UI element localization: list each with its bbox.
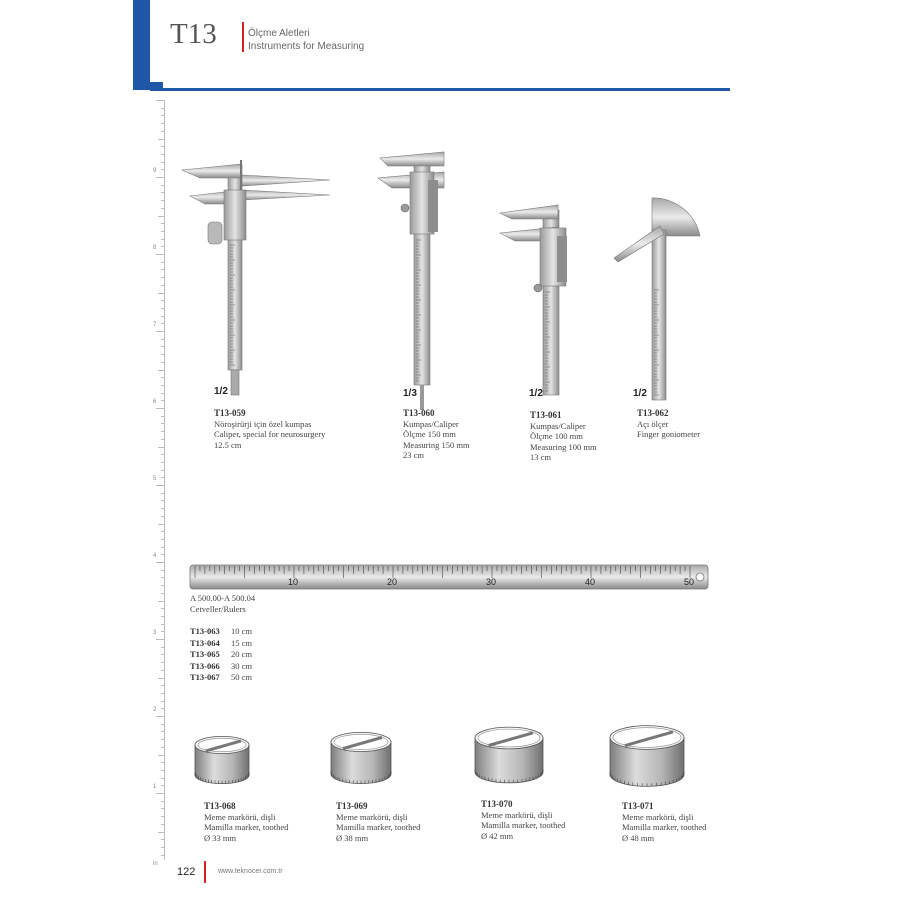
list-item bbox=[190, 649, 252, 661]
ruler-label: 8 bbox=[153, 245, 157, 251]
section-title-tr: Ölçme Aletleri bbox=[248, 28, 310, 39]
footer-url: www.teknocer.com.tr bbox=[218, 868, 283, 875]
mamilla-marker-ring bbox=[195, 736, 249, 783]
product-code: T13-070 bbox=[481, 799, 513, 809]
ruler-label: 4 bbox=[153, 553, 157, 559]
scale-mark: 1/2 bbox=[214, 386, 228, 397]
product-size: 50 cm bbox=[231, 672, 253, 682]
product-code: T13-065 bbox=[190, 649, 220, 659]
product-desc: Meme markörü, dişli bbox=[481, 809, 553, 820]
ruler-number: 30 bbox=[486, 577, 497, 587]
product-size: Ø 33 mm bbox=[204, 832, 237, 843]
list-item bbox=[190, 626, 252, 638]
product-desc: 12.5 cm bbox=[214, 439, 242, 450]
product-desc: Mamilla marker, toothed bbox=[481, 820, 566, 830]
product-caption-t13-060 bbox=[403, 408, 470, 461]
product-desc: Kumpas/Caliper bbox=[403, 418, 459, 429]
product-code: T13-069 bbox=[336, 801, 368, 811]
product-desc: 13 cm bbox=[530, 452, 552, 462]
ruler-label: 9 bbox=[153, 168, 157, 174]
mamilla-marker-ring bbox=[475, 727, 543, 783]
product-code: T13-060 bbox=[403, 408, 435, 418]
rulers-group-caption bbox=[190, 593, 255, 615]
list-item bbox=[190, 672, 252, 684]
product-desc: Kumpas/Caliper bbox=[530, 420, 586, 431]
product-desc: Açı ölçer bbox=[637, 418, 669, 429]
product-desc: Measuring 100 mm bbox=[530, 441, 597, 452]
product-size: Ø 48 mm bbox=[622, 832, 655, 843]
product-size: Ø 38 mm bbox=[336, 832, 369, 843]
product-code: T13-062 bbox=[637, 408, 669, 418]
caliper-neurosurgery-image bbox=[182, 160, 330, 395]
product-size: 30 cm bbox=[231, 660, 253, 671]
list-item bbox=[190, 638, 252, 650]
ruler-number: 40 bbox=[585, 577, 596, 587]
rulers-group-code: A 500.00-A 500.04 bbox=[190, 593, 256, 603]
product-caption-t13-062 bbox=[637, 408, 700, 440]
ruler-number: 50 bbox=[684, 577, 695, 587]
mamilla-marker-images bbox=[195, 726, 684, 787]
product-desc: Meme markörü, dişli bbox=[204, 811, 276, 822]
product-desc: Mamilla marker, toothed bbox=[622, 822, 707, 832]
product-desc: 23 cm bbox=[403, 450, 425, 460]
product-size: 15 cm bbox=[231, 637, 253, 648]
ruler-label: 6 bbox=[153, 399, 157, 405]
ruler-label: 7 bbox=[153, 322, 157, 328]
mamilla-marker-ring bbox=[331, 732, 391, 783]
product-code: T13-068 bbox=[204, 801, 236, 811]
product-desc: Nöroşirürji için özel kumpas bbox=[214, 418, 312, 429]
product-size: 10 cm bbox=[231, 626, 253, 636]
ruler-label: 1 bbox=[153, 784, 157, 790]
mamilla-marker-ring bbox=[610, 726, 684, 787]
product-desc: Measuring 150 mm bbox=[403, 439, 470, 450]
product-code: T13-061 bbox=[530, 410, 562, 420]
product-code: T13-066 bbox=[190, 660, 220, 671]
ruler-label: 5 bbox=[153, 476, 157, 482]
product-desc: Meme markörü, dişli bbox=[622, 811, 694, 822]
ruler-label: in bbox=[153, 861, 158, 867]
section-title-en: Instruments for Measuring bbox=[248, 41, 365, 52]
product-caption-t13-059 bbox=[214, 408, 325, 450]
product-size: Ø 42 mm bbox=[481, 830, 514, 841]
product-size: 20 cm bbox=[231, 649, 253, 659]
section-code: T13 bbox=[170, 18, 217, 50]
scale-mark: 1/3 bbox=[403, 388, 417, 399]
steel-ruler-image bbox=[190, 565, 708, 589]
product-desc: Finger goniometer bbox=[637, 429, 701, 439]
product-caption-t13-061 bbox=[530, 410, 597, 463]
product-caption-t13-069 bbox=[336, 801, 420, 843]
product-desc: Caliper, special for neurosurgery bbox=[214, 429, 326, 439]
list-item bbox=[190, 661, 252, 673]
caliper-150mm-image bbox=[378, 152, 444, 410]
ruler-label: 3 bbox=[153, 630, 157, 636]
product-desc: Meme markörü, dişli bbox=[336, 811, 408, 822]
product-caption-t13-068 bbox=[204, 801, 288, 843]
product-caption-t13-070 bbox=[481, 799, 565, 841]
product-desc: Mamilla marker, toothed bbox=[336, 822, 421, 832]
rulers-list bbox=[190, 626, 252, 684]
ruler-number: 10 bbox=[288, 577, 299, 587]
product-desc: Mamilla marker, toothed bbox=[204, 822, 289, 832]
product-code: T13-064 bbox=[190, 637, 220, 648]
product-code: T13-071 bbox=[622, 801, 654, 811]
product-desc: Ölçme 100 mm bbox=[530, 431, 583, 441]
product-desc: Ölçme 150 mm bbox=[403, 429, 456, 439]
ruler-label: 2 bbox=[153, 707, 157, 713]
product-code: T13-059 bbox=[214, 408, 246, 418]
rulers-group-name: Cetveller/Rulers bbox=[190, 604, 246, 614]
footer-divider bbox=[204, 861, 206, 883]
product-code: T13-067 bbox=[190, 672, 220, 682]
product-code: T13-063 bbox=[190, 626, 220, 636]
page-number: 122 bbox=[177, 866, 196, 878]
scale-mark: 1/2 bbox=[529, 388, 543, 399]
product-caption-t13-071 bbox=[622, 801, 706, 843]
caliper-100mm-image bbox=[500, 205, 567, 395]
scale-mark: 1/2 bbox=[633, 388, 647, 399]
ruler-number: 20 bbox=[387, 577, 398, 587]
finger-goniometer-image bbox=[614, 188, 700, 400]
